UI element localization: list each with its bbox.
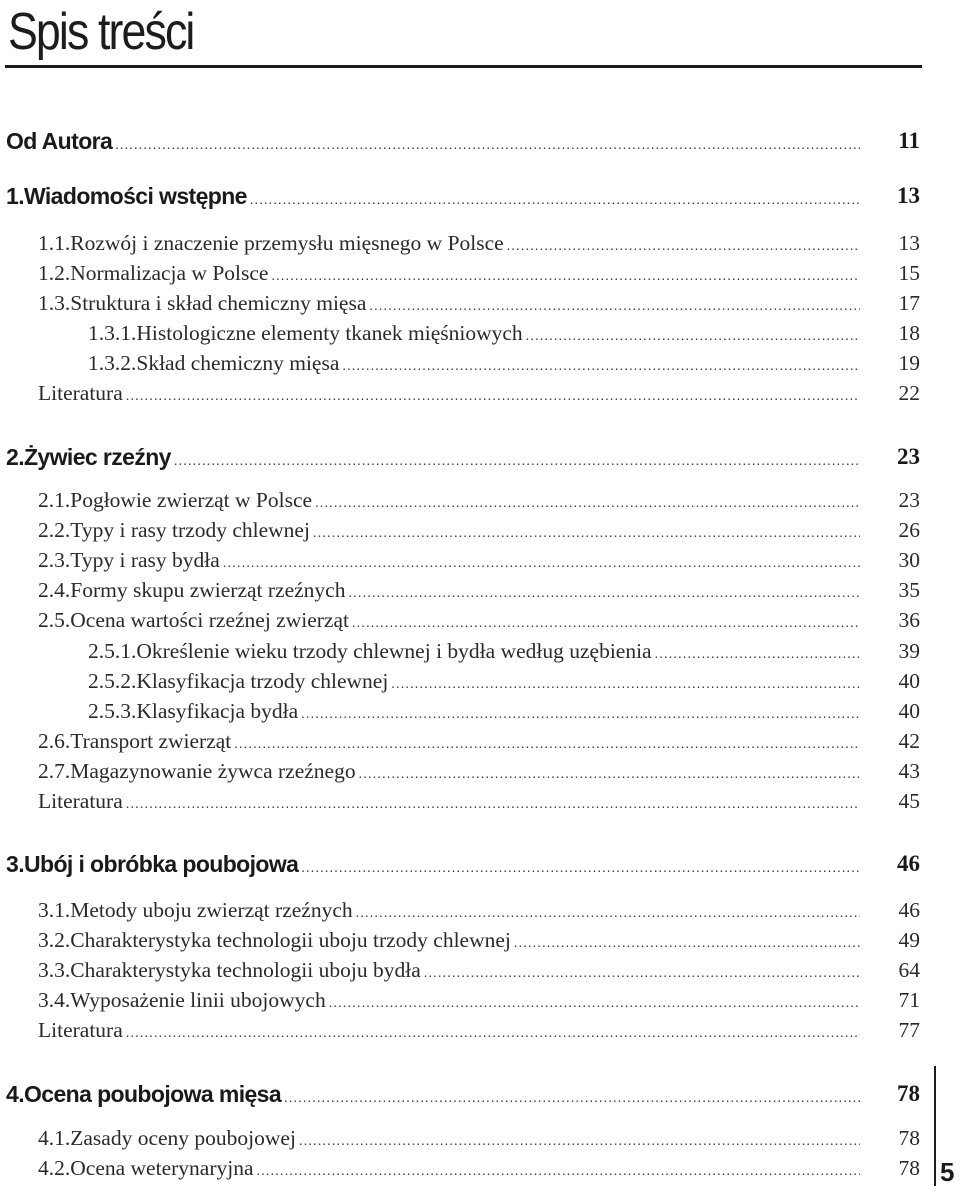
toc-entry xyxy=(0,1156,920,1186)
toc-chapter xyxy=(0,183,920,213)
toc-entry-number: 2. xyxy=(6,444,24,470)
dot-leader xyxy=(250,193,860,209)
toc-entry-title: Zasady oceny poubojowej xyxy=(70,1126,296,1150)
toc-entry-title: Literatura xyxy=(38,381,123,405)
toc-chapter xyxy=(0,851,920,881)
toc-entry-number: 1.3.2. xyxy=(88,351,137,375)
toc-page-number: 36 xyxy=(898,608,920,632)
dot-leader xyxy=(342,359,860,375)
toc-page-number: 40 xyxy=(898,669,920,693)
toc-entry xyxy=(0,928,920,958)
title-rule xyxy=(5,65,922,68)
toc-entry xyxy=(0,669,920,699)
toc-entry-title: Charakterystyka technologii uboju bydła xyxy=(70,958,421,982)
dot-leader xyxy=(359,767,860,783)
dot-leader xyxy=(234,737,860,753)
toc-page-number: 15 xyxy=(898,261,920,285)
toc-entry xyxy=(0,729,920,759)
toc-entry-number: 2.5.3. xyxy=(88,699,137,723)
toc-entry-number: 4.2. xyxy=(38,1156,71,1180)
toc-entry xyxy=(0,699,920,729)
toc-entry-number: 2.1. xyxy=(38,488,71,512)
toc-chapter xyxy=(0,128,920,158)
toc-page-number: 45 xyxy=(898,789,920,813)
toc-page-number: 35 xyxy=(898,578,920,602)
toc-entry-title: Od Autora xyxy=(6,128,113,154)
toc-page-number: 13 xyxy=(898,231,920,255)
dot-leader xyxy=(526,329,860,345)
toc-entry xyxy=(0,321,920,351)
toc-entry-title: Określenie wieku trzody chlewnej i bydła według uzębienia xyxy=(136,639,652,663)
toc-entry-number: 1.3.1. xyxy=(88,321,137,345)
toc-entry-number: 3.4. xyxy=(38,988,71,1012)
dot-leader xyxy=(507,239,860,255)
toc-entry xyxy=(0,759,920,789)
toc-page-number: 17 xyxy=(898,291,920,315)
dot-leader xyxy=(271,269,860,285)
toc-entry xyxy=(0,639,920,669)
toc-page-number: 78 xyxy=(897,1081,920,1106)
dot-leader xyxy=(126,1026,860,1042)
toc-entry xyxy=(0,381,920,411)
toc-page-number: 13 xyxy=(897,183,920,208)
toc-entry-title: Rozwój i znaczenie przemysłu mięsnego w Polsce xyxy=(70,231,504,255)
toc-page-number: 78 xyxy=(898,1156,920,1180)
dot-leader xyxy=(369,299,860,315)
toc-entry-title: Klasyfikacja trzody chlewnej xyxy=(136,669,389,693)
dot-leader xyxy=(315,496,860,512)
dot-leader xyxy=(391,677,860,693)
toc-entry xyxy=(0,488,920,518)
toc-page-number: 46 xyxy=(898,898,920,922)
toc-entry-title: Pogłowie zwierząt w Polsce xyxy=(70,488,313,512)
toc-entry xyxy=(0,1126,920,1156)
toc-entry-title: Histologiczne elementy tkanek mięśniowych xyxy=(136,321,523,345)
toc-entry-number: 3. xyxy=(6,851,24,877)
toc-entry-number: 4.1. xyxy=(38,1126,71,1150)
toc-entry xyxy=(0,608,920,638)
toc-entry-title: Metody uboju zwierząt rzeźnych xyxy=(70,898,353,922)
dot-leader xyxy=(126,797,860,813)
toc-entry-number: 2.4. xyxy=(38,578,71,602)
toc-chapter xyxy=(0,444,920,474)
dot-leader xyxy=(174,454,860,470)
toc-entry-number: 2.5.2. xyxy=(88,669,137,693)
dot-leader xyxy=(257,1164,861,1180)
toc-entry-title: Wyposażenie linii ubojowych xyxy=(70,988,326,1012)
toc-entry-title: Ubój i obróbka poubojowa xyxy=(23,851,299,877)
toc-page-number: 42 xyxy=(898,729,920,753)
toc-entry-number: 2.3. xyxy=(38,548,71,572)
toc-page-number: 22 xyxy=(898,381,920,405)
toc-entry-title: Struktura i skład chemiczny mięsa xyxy=(70,291,367,315)
toc-entry-number: 1.3. xyxy=(38,291,71,315)
toc-entry-number: 4. xyxy=(6,1081,24,1107)
toc-page-number: 64 xyxy=(898,958,920,982)
dot-leader xyxy=(299,1134,860,1150)
toc-page-number: 39 xyxy=(898,639,920,663)
toc-page-number: 43 xyxy=(898,759,920,783)
toc-entry xyxy=(0,958,920,988)
dot-leader xyxy=(329,996,860,1012)
toc-entry xyxy=(0,261,920,291)
page-number: 5 xyxy=(940,1157,955,1187)
toc-entry-number: 2.7. xyxy=(38,759,71,783)
toc-entry-title: Wiadomości wstępne xyxy=(23,183,247,209)
toc-page-number: 19 xyxy=(898,351,920,375)
toc-entry-title: Charakterystyka technologii uboju trzody chlewnej xyxy=(70,928,511,952)
toc-entry-title: Literatura xyxy=(38,1018,123,1042)
toc-page-number: 78 xyxy=(898,1126,920,1150)
page-title: Spis treści xyxy=(8,3,194,61)
toc-entry xyxy=(0,578,920,608)
dot-leader xyxy=(348,586,860,602)
toc-entry-number: 2.2. xyxy=(38,518,71,542)
dot-leader xyxy=(424,966,860,982)
toc-page-number: 77 xyxy=(898,1018,920,1042)
toc-entry-title: Typy i rasy trzody chlewnej xyxy=(70,518,310,542)
dot-leader xyxy=(126,389,860,405)
toc-entry-title: Ocena wartości rzeźnej zwierząt xyxy=(70,608,349,632)
toc-page-number: 49 xyxy=(898,928,920,952)
side-rule xyxy=(934,1066,936,1186)
toc-entry-title: Żywiec rzeźny xyxy=(23,444,171,470)
toc-entry-title: Klasyfikacja bydła xyxy=(136,699,299,723)
toc-page-number: 23 xyxy=(897,444,920,469)
toc-entry-number: 1. xyxy=(6,183,24,209)
dot-leader xyxy=(301,861,860,877)
toc-entry-number: 3.3. xyxy=(38,958,71,982)
toc-entry-number: 2.6. xyxy=(38,729,71,753)
toc-page-number: 26 xyxy=(898,518,920,542)
toc-entry-number: 1.2. xyxy=(38,261,71,285)
toc-entry-title: Magazynowanie żywca rzeźnego xyxy=(70,759,356,783)
toc-entry-number: 3.2. xyxy=(38,928,71,952)
toc-entry-title: Normalizacja w Polsce xyxy=(70,261,269,285)
dot-leader xyxy=(301,707,860,723)
toc-chapter xyxy=(0,1081,920,1111)
dot-leader xyxy=(356,906,860,922)
toc-page-number: 18 xyxy=(898,321,920,345)
toc-entry-title: Transport zwierząt xyxy=(70,729,232,753)
toc-entry-number: 3.1. xyxy=(38,898,71,922)
toc-entry-number: 1.1. xyxy=(38,231,71,255)
toc-entry-number: 2.5. xyxy=(38,608,71,632)
toc-entry-title: Literatura xyxy=(38,789,123,813)
toc-entry-title: Formy skupu zwierząt rzeźnych xyxy=(70,578,346,602)
dot-leader xyxy=(223,556,860,572)
toc-entry xyxy=(0,898,920,928)
dot-leader xyxy=(284,1091,860,1107)
dot-leader xyxy=(115,138,860,154)
toc-entry xyxy=(0,548,920,578)
toc-entry xyxy=(0,518,920,548)
toc-entry-title: Ocena weterynaryjna xyxy=(70,1156,254,1180)
toc-entry xyxy=(0,1018,920,1048)
toc-page-number: 11 xyxy=(898,128,920,153)
dot-leader xyxy=(655,647,860,663)
toc-page-number: 46 xyxy=(897,851,920,876)
toc-page-number: 71 xyxy=(898,988,920,1012)
toc-page-number: 23 xyxy=(898,488,920,512)
toc-entry xyxy=(0,351,920,381)
toc-entry-title: Skład chemiczny mięsa xyxy=(136,351,340,375)
toc-entry-number: 2.5.1. xyxy=(88,639,137,663)
toc-page-number: 30 xyxy=(898,548,920,572)
toc-page-number: 40 xyxy=(898,699,920,723)
toc-entry-title: Typy i rasy bydła xyxy=(70,548,220,572)
dot-leader xyxy=(352,616,860,632)
toc-entry xyxy=(0,291,920,321)
toc-entry-title: Ocena poubojowa mięsa xyxy=(23,1081,282,1107)
dot-leader xyxy=(313,526,860,542)
toc-entry xyxy=(0,231,920,261)
toc-entry xyxy=(0,988,920,1018)
dot-leader xyxy=(514,936,860,952)
toc-entry xyxy=(0,789,920,819)
